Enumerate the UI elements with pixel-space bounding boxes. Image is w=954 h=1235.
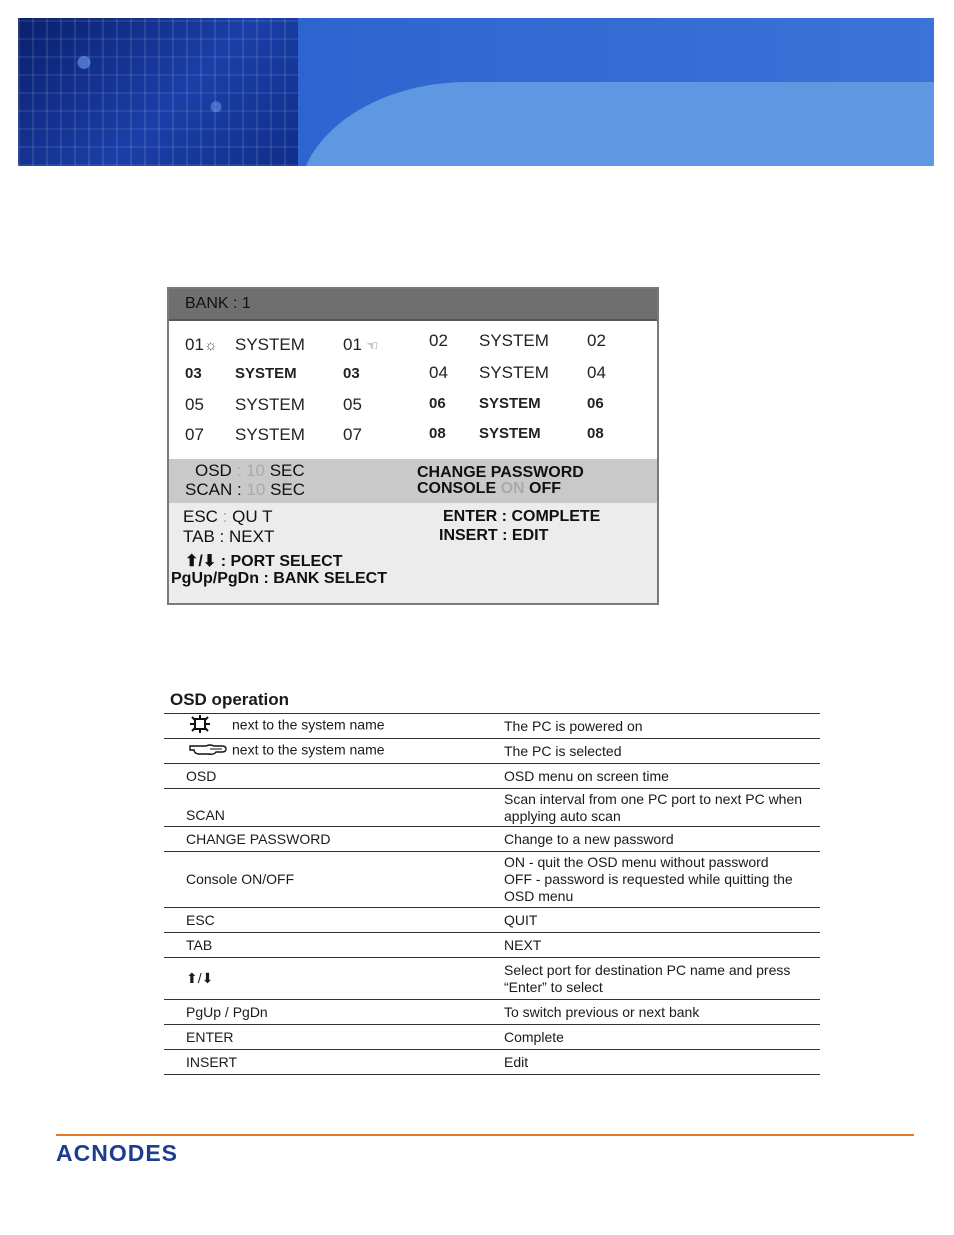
table-row (164, 908, 820, 933)
banner-curve (298, 82, 934, 166)
sun-icon: ☼ (203, 337, 218, 354)
console-setting: CONSOLE ON OFF (417, 480, 562, 497)
port-name: SYSTEM (235, 365, 297, 382)
port-name: SYSTEM (235, 395, 305, 414)
table-row (164, 933, 820, 958)
table-row (164, 714, 820, 739)
key-cell: INSERT (164, 1050, 486, 1075)
port-id: 08 (587, 425, 604, 442)
table-row (164, 852, 820, 908)
bank-title: BANK : 1 (169, 289, 657, 321)
description-cell: The PC is selected (486, 739, 820, 764)
sun-icon (188, 715, 232, 737)
table-row (164, 827, 820, 852)
table-row (164, 958, 820, 1000)
port-id: 06 (587, 395, 604, 412)
enter-key-help: ENTER : COMPLETE (443, 508, 601, 525)
key-cell: OSD (164, 764, 486, 789)
table-row (164, 739, 820, 764)
port-number: 04 (429, 363, 448, 382)
description-cell: To switch previous or next bank (486, 1000, 820, 1025)
port-name: SYSTEM (479, 363, 549, 382)
footer-divider (56, 1134, 914, 1136)
osd-settings (169, 459, 657, 503)
bank-select-help: PgUp/PgDn : BANK SELECT (171, 570, 387, 587)
port-number: 02 (429, 331, 448, 350)
arrow-up-down-icon: ⬆/⬇ (186, 970, 214, 986)
port-name: SYSTEM (235, 335, 305, 354)
tab-key-help: TAB : NEXT (183, 527, 275, 546)
key-cell: next to the system name (164, 714, 486, 739)
header-banner (18, 18, 934, 166)
key-cell: SCAN (164, 789, 486, 827)
key-cell: CHANGE PASSWORD (164, 827, 486, 852)
key-cell: Console ON/OFF (164, 852, 486, 908)
port-id: 01 ☜ (343, 335, 379, 354)
port-name: SYSTEM (235, 425, 305, 444)
key-cell: ENTER (164, 1025, 486, 1050)
port-name: SYSTEM (479, 331, 549, 350)
key-cell: next to the system name (164, 739, 486, 764)
table-row (164, 764, 820, 789)
port-number: 01☼ (185, 335, 218, 354)
table-title: OSD operation (170, 690, 290, 709)
osd-screen (167, 287, 659, 605)
acnodes-logo: ACNODES (56, 1140, 179, 1166)
table-row (164, 789, 820, 827)
description-cell: Scan interval from one PC port to next PC when applying auto scan (486, 789, 820, 827)
insert-key-help: INSERT : EDIT (439, 527, 549, 544)
table-row (164, 1050, 820, 1075)
port-number: 06 (429, 395, 446, 412)
arrow-up-down-icon: ⬆/⬇ (185, 553, 217, 570)
pointing-hand-icon (188, 741, 232, 761)
port-number: 03 (185, 365, 202, 382)
description-cell: ON - quit the OSD menu without password OFF - password is requested while quitting the OSD menu (486, 852, 820, 908)
pointing-hand-icon: ☜ (366, 338, 379, 353)
table-row (164, 1025, 820, 1050)
port-select-help: ⬆/⬇ : PORT SELECT (185, 553, 343, 570)
osd-key-help (169, 503, 657, 603)
port-id: 04 (587, 363, 606, 382)
key-cell: ESC (164, 908, 486, 933)
port-id: 05 (343, 395, 362, 414)
scan-time-setting: SCAN : 10 SEC (185, 480, 306, 499)
port-number: 08 (429, 425, 446, 442)
osd-time-setting: OSD : 10 SEC (195, 461, 305, 480)
description-cell: NEXT (486, 933, 820, 958)
description-cell: The PC is powered on (486, 714, 820, 739)
description-cell: Edit (486, 1050, 820, 1075)
key-cell: PgUp / PgDn (164, 1000, 486, 1025)
change-password-setting: CHANGE PASSWORD (417, 464, 584, 481)
description-cell: Select port for destination PC name and press “Enter” to select (486, 958, 820, 1000)
esc-key-help: ESC : QU T (183, 507, 273, 526)
description-cell: Change to a new password (486, 827, 820, 852)
port-name: SYSTEM (479, 395, 541, 412)
description-cell: Complete (486, 1025, 820, 1050)
key-cell: TAB (164, 933, 486, 958)
table-row (164, 1000, 820, 1025)
port-list (169, 321, 657, 459)
port-id: 07 (343, 425, 362, 444)
port-name: SYSTEM (479, 425, 541, 442)
port-id: 03 (343, 365, 360, 382)
port-id: 02 (587, 331, 606, 350)
osd-operation-table (164, 713, 820, 1075)
description-cell: QUIT (486, 908, 820, 933)
port-number: 07 (185, 425, 204, 444)
port-number: 05 (185, 395, 204, 414)
key-cell (164, 958, 486, 1000)
description-cell: OSD menu on screen time (486, 764, 820, 789)
